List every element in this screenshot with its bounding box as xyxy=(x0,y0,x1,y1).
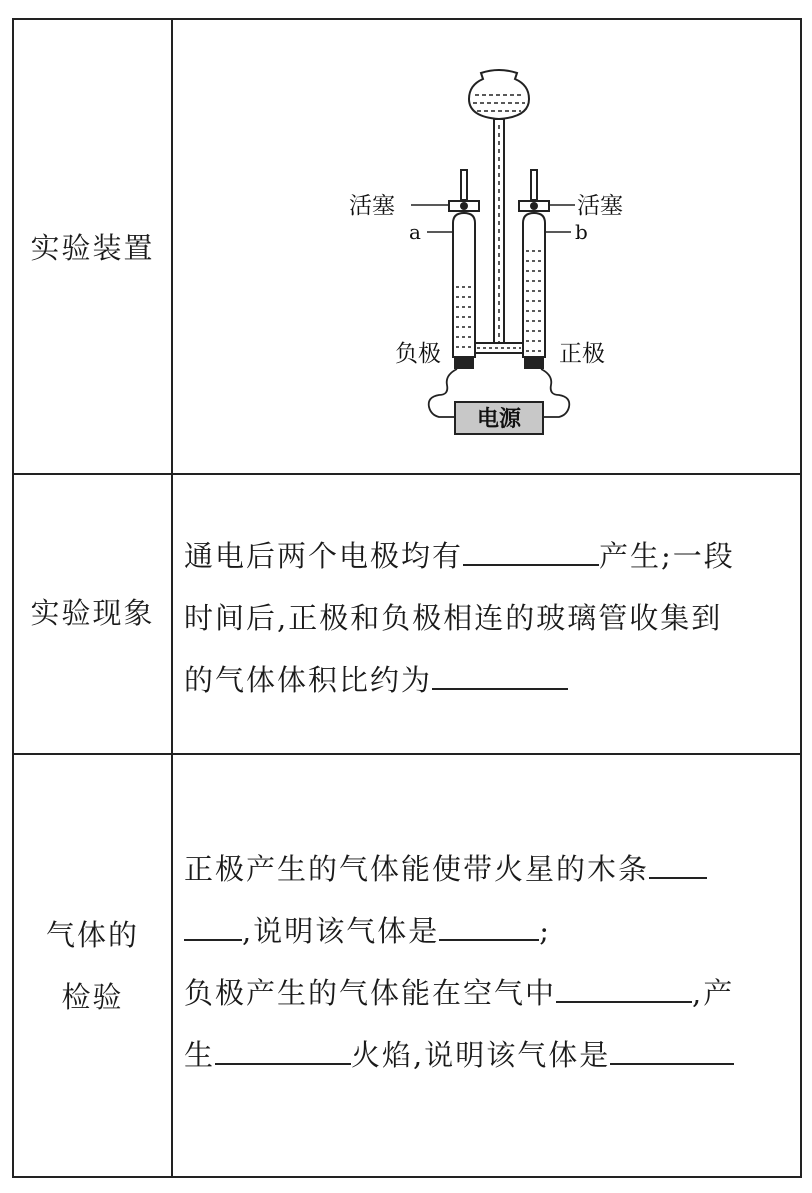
blank-3b[interactable] xyxy=(184,913,242,941)
reservoir-bulb xyxy=(469,70,529,119)
gas-test-line2-b: ,说明该气体是 xyxy=(242,914,440,948)
column-divider xyxy=(171,20,173,1176)
gas-test-line2-c: ; xyxy=(539,914,551,948)
tube-a-label: a xyxy=(409,220,421,244)
wire-right xyxy=(541,369,569,417)
electrolysis-apparatus-diagram xyxy=(349,65,649,450)
experiment-table xyxy=(12,18,802,1178)
label-phenomenon: 实验现象 xyxy=(30,596,155,630)
label-gas-test-1: 气体的 xyxy=(45,918,139,952)
tube-a xyxy=(453,170,475,357)
phenomenon-line1-b: 产生;一段 xyxy=(599,539,735,573)
blank-6[interactable] xyxy=(215,1037,351,1065)
negative-electrode xyxy=(454,357,474,369)
blank-3a[interactable] xyxy=(649,851,707,879)
phenomenon-line1-a: 通电后两个电极均有 xyxy=(184,539,464,573)
gas-test-line3-b: ,产 xyxy=(692,976,735,1010)
blank-5[interactable] xyxy=(556,975,692,1003)
wire-left xyxy=(429,369,457,417)
phenomenon-line2: 时间后,正极和负极相连的玻璃管收集到 xyxy=(184,601,723,635)
gas-test-text xyxy=(184,838,796,1086)
stopcock-right xyxy=(519,201,549,211)
gas-test-line1-a: 正极产生的气体能使带火星的木条 xyxy=(184,852,650,886)
gas-test-line3-a: 负极产生的气体能在空气中 xyxy=(184,976,557,1010)
gas-test-line4-b: 火焰,说明该气体是 xyxy=(351,1038,611,1072)
stopcock-left-label: 活塞 xyxy=(349,193,395,219)
blank-4[interactable] xyxy=(439,913,539,941)
tube-b xyxy=(523,170,545,357)
row-divider-1 xyxy=(14,473,800,475)
stopcock-left xyxy=(449,201,479,211)
blank-7[interactable] xyxy=(610,1037,734,1065)
central-tube xyxy=(494,119,504,351)
positive-electrode xyxy=(524,357,544,369)
phenomenon-text xyxy=(184,525,796,711)
positive-label: 正极 xyxy=(559,341,605,367)
blank-2[interactable] xyxy=(432,662,568,690)
row-divider-2 xyxy=(14,753,800,755)
phenomenon-line3-a: 的气体体积比约为 xyxy=(184,663,433,697)
gas-test-line4-a: 生 xyxy=(184,1038,216,1072)
tube-b-label: b xyxy=(575,220,588,244)
stopcock-right-label: 活塞 xyxy=(577,193,623,219)
label-apparatus: 实验装置 xyxy=(30,231,155,265)
negative-label: 负极 xyxy=(395,341,441,367)
blank-1[interactable] xyxy=(463,538,599,566)
power-source-label: 电源 xyxy=(476,406,522,432)
label-gas-test-2: 检验 xyxy=(61,980,124,1014)
bottom-connector xyxy=(475,343,523,353)
